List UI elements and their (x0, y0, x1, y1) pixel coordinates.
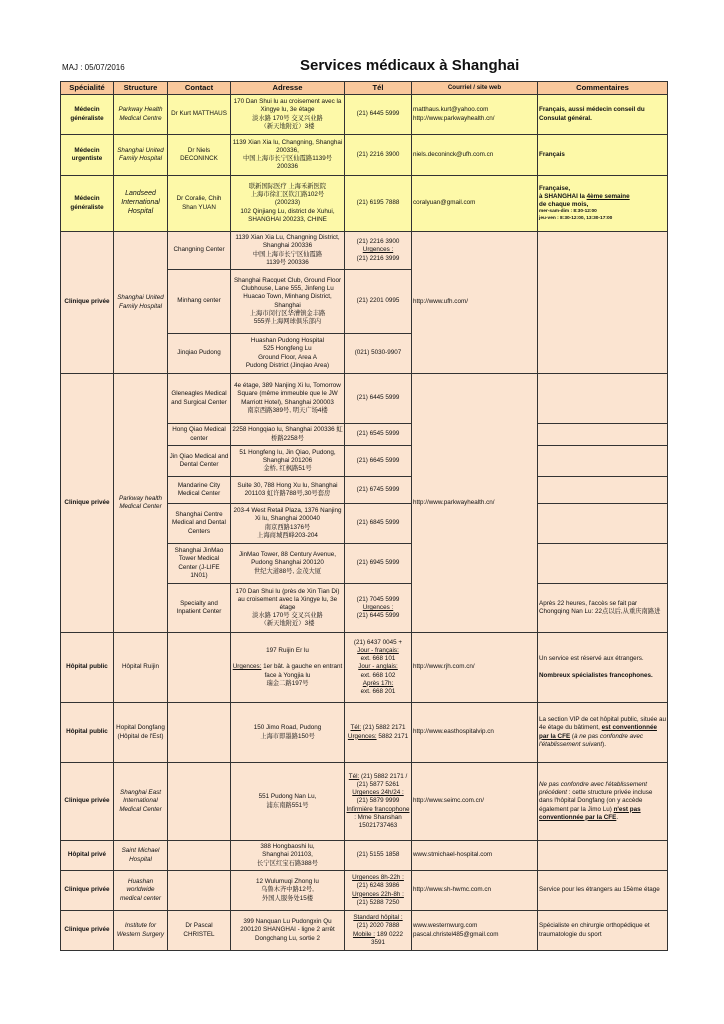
cell-commentaires (538, 176, 668, 232)
cell-structure: Huashan worldwide medical center (114, 871, 168, 911)
tel-line: (21) 6437 0045 + (353, 639, 403, 647)
cell-tel (345, 763, 412, 841)
cell-contact: Mandarine City Medical Center (168, 477, 231, 504)
website-link[interactable]: http://www.easthospitalvip.cn (412, 703, 538, 763)
tel-line: Urgences 8h-22h : (352, 874, 404, 882)
tel-line: (21) 6248 3986 (356, 882, 400, 890)
cell-structure: Shanghai East International Medical Center (114, 763, 168, 841)
cell-web[interactable] (412, 95, 538, 135)
cell-specialite: Médecin urgentiste (61, 135, 114, 176)
cell-contact: Dr Pascal CHRISTEL (168, 911, 231, 951)
cell-tel (345, 911, 412, 951)
cell-specialite: Clinique privée (61, 232, 114, 374)
comment-line: : cette structure privée incluse dans l'hôpital Dongfang (on y accède également par la Jimo Lu) (539, 789, 653, 813)
cell-adresse (231, 763, 345, 841)
cell-contact: Changning Center (168, 232, 231, 270)
cell-commentaires: Français (538, 135, 668, 176)
cell-structure: Hopital Dongfang (Hôpital de l'Est) (114, 703, 168, 763)
addr-line: Pudong District (Jinqiao Area) (245, 361, 330, 369)
tel-line: Mobile : (352, 930, 376, 938)
tel-line: (21) 5288 7250 (356, 898, 400, 906)
cell-adresse: Suite 30, 788 Hong Xu lu, Shanghai 201103 虹许路788号,30号套房 (231, 477, 345, 504)
addr-line: Shanghai Racquet Club, Ground Floor Clubhouse, Lane 555, Jinfeng Lu Huacao Town, Minhang District, Shanghai (233, 277, 342, 309)
table-row (61, 232, 668, 270)
tel-line: ext. 668 102 (360, 671, 396, 679)
table-row (61, 95, 668, 135)
website-link[interactable]: http://www.rjh.com.cn/ (412, 633, 538, 703)
cell-contact: Specialty and Inpatient Center (168, 584, 231, 633)
email-link[interactable]: coralyuan@gmail.com (412, 176, 538, 232)
email-link[interactable]: pascal.christel485@gmail.com (413, 930, 499, 938)
comment-line: Un service est réservé aux étrangers. (539, 655, 644, 663)
comment-line: à SHANGHAI la (539, 193, 585, 201)
addr-line: 中国上海市长宁区仙霞路 (252, 250, 323, 258)
tel-line: ext. 668 201 (360, 687, 396, 695)
cell-commentaires (538, 477, 668, 504)
addr-line: 102 Qinjiang Lu, district de Xuhui, SHANGHAI 200233, CHINE (240, 207, 335, 223)
tel-line: Jour - anglais: (358, 663, 398, 671)
cell-adresse (231, 232, 345, 270)
table-row (61, 633, 668, 703)
header-specialite: Spécialité (61, 82, 114, 95)
addr-line: 197 Ruijin Er lu (266, 647, 309, 655)
cell-tel: (21) 6445 5999 (345, 95, 412, 135)
cell-adresse (231, 504, 345, 544)
tel-line: (21) 5882 2171 (361, 724, 406, 732)
cell-adresse (231, 841, 345, 871)
tel-line: (21) 5879 9999 (356, 797, 400, 805)
cell-contact: Dr Niels DECONINCK (168, 135, 231, 176)
cell-adresse (231, 176, 345, 232)
schedule-line: mer-sam-dim : 8:30-12:00 (539, 209, 597, 215)
tel-line: 15021737463 (358, 821, 398, 829)
addr-line: 上海市徐汇区钦江路102号 (250, 191, 325, 199)
cell-adresse (231, 270, 345, 334)
comment-line: Française, (539, 185, 571, 193)
cell-specialite: Hôpital public (61, 633, 114, 703)
cell-contact: Shanghai JinMao Tower Medical Center (J-LIFE 1N01) (168, 544, 231, 584)
medical-services-table (60, 81, 668, 951)
cell-tel: (21) 6945 5999 (345, 544, 412, 584)
header-tel: Tél (345, 82, 412, 95)
addr-line: 金桥, 红枫路51号 (263, 465, 312, 473)
cell-tel: (21) 6745 5999 (345, 477, 412, 504)
cell-tel: (21) 6545 5999 (345, 424, 412, 446)
cell-tel: (21) 2216 3900 (345, 135, 412, 176)
cell-structure: Hôpital Ruijin (114, 633, 168, 703)
page-title: Services médicaux à Shanghai (300, 57, 520, 74)
tel-line: Urgences : (362, 246, 394, 254)
tel-line: (21) 6445 5999 (356, 612, 400, 620)
comment-line: ). (602, 740, 607, 748)
addr-line: 170 Dan Shui lu (près de Xin Tian Di) au croisement avec la Xingye lu, 3e étage (235, 587, 340, 611)
addr-line: 瑞金二路197号 (266, 679, 309, 687)
cell-commentaires (538, 504, 668, 544)
cell-contact: Minhang center (168, 270, 231, 334)
cell-structure: Shanghai United Family Hospital (114, 135, 168, 176)
cell-adresse (231, 446, 345, 477)
website-link[interactable]: http://www.parkwayhealth.cn/ (413, 114, 495, 122)
cell-specialite: Médecin généraliste (61, 95, 114, 135)
tel-line: (21) 2020 7888 (356, 922, 400, 930)
addr-line: 1139 Xian Xia Lu, Changning District, Shanghai 200336 (235, 234, 340, 250)
table-row (61, 871, 668, 911)
cell-commentaires (538, 424, 668, 446)
addr-line: 世纪大道88号, 金茂大厦 (253, 567, 322, 575)
cell-commentaires: Spécialiste en chirurgie orthopédique et traumatologie du sport (538, 911, 668, 951)
cell-specialite: Clinique privée (61, 763, 114, 841)
addr-line: 200336 (276, 163, 298, 171)
comment-line: . (616, 813, 619, 821)
addr-line: Shanghai 201103, (262, 851, 313, 859)
cell-contact: Gleneagles Medical and Surgical Center (168, 374, 231, 424)
cell-adresse (231, 544, 345, 584)
cell-structure: Shanghai United Family Hospital (114, 232, 168, 374)
addr-line: 4e étage, 389 Nanjing Xi lu, Tomorrow Square (même immeuble que le JW Marriott Hotel), Shanghai 200003 (234, 382, 341, 406)
header-structure: Structure (114, 82, 168, 95)
addr-line: 200120 SHANGHAI - ligne 2 arrêt Dongchang Lu, sortie 2 (240, 926, 335, 942)
tel-line: (21) 2216 3900 (356, 238, 400, 246)
website-link[interactable]: http://www.ufh.com/ (412, 232, 538, 374)
cell-adresse (231, 584, 345, 633)
cell-tel: (21) 6445 5999 (345, 374, 412, 424)
table-row (61, 703, 668, 763)
cell-commentaires: Français, aussi médecin conseil du Consulat général. (538, 95, 668, 135)
table-row (61, 135, 668, 176)
addr-line: 399 Nanquan Lu Pudongxin Qu (243, 918, 332, 926)
addr-line: 浦东南路551号 (266, 801, 309, 809)
comment-line: à ne pas confondre avec l'établissement suivant (539, 732, 643, 748)
cell-specialite: Clinique privée (61, 374, 114, 633)
addr-line: 551 Pudong Nan Lu, (258, 793, 317, 801)
addr-line: (200233) (274, 199, 301, 207)
cell-tel: (21) 6845 5999 (345, 504, 412, 544)
tel-line: Urgences : (362, 603, 394, 611)
addr-line: 上海商城西峰203-204 (257, 531, 318, 539)
cell-tel: (21) 6195 7888 (345, 176, 412, 232)
cell-adresse (231, 374, 345, 424)
addr-line: 170 Dan Shui lu au croisement avec la Xingye lu, 3e étage (233, 98, 342, 114)
addr-line: 联新国际医疗 上海禾新医院 (248, 183, 327, 191)
tel-line: Urgences 24h/24 : (352, 789, 404, 797)
tel-line: Après 17h: (362, 679, 394, 687)
cell-tel (345, 584, 412, 633)
cell-tel (345, 232, 412, 270)
comment-line: est conventionnée par la CFE (539, 724, 657, 740)
tel-line: Urgences 22h-8h : (352, 890, 404, 898)
cell-contact (168, 841, 231, 871)
cell-commentaires (538, 841, 668, 871)
header-adresse: Adresse (231, 82, 345, 95)
cell-adresse (231, 911, 345, 951)
cell-structure: Parkway health Medical Center (114, 374, 168, 633)
cell-commentaires (538, 703, 668, 763)
cell-contact: Dr Coralie, Chih Shan YUAN (168, 176, 231, 232)
comment-line: n'est pas conventionnée par la CFE (539, 805, 641, 821)
website-link[interactable]: http://www.sh-hwmc.com.cn (412, 871, 538, 911)
addr-line: 1139号 200336 (266, 258, 309, 266)
addr-line: Ground Floor, Area A (258, 353, 317, 361)
addr-line: 388 Hongbaoshi lu, (260, 843, 315, 851)
addr-line: 上海市即墨路150号 (260, 732, 315, 740)
cell-specialite: Hôpital privé (61, 841, 114, 871)
table-row (61, 911, 668, 951)
website-link[interactable]: www.westernwurg.com (413, 922, 478, 930)
table-row (61, 176, 668, 232)
tel-line: (21) 5877 5261 (356, 781, 400, 789)
cell-adresse (231, 871, 345, 911)
addr-line: 南京西路389号, 明天广场4楼 (247, 406, 328, 414)
tel-line: Standard hôpital : (353, 914, 403, 922)
addr-line: JinMao Tower, 88 Century Avenue, Pudong Shanghai 200120 (238, 551, 337, 567)
cell-adresse (231, 334, 345, 374)
header-commentaires: Commentaires (538, 82, 668, 95)
cell-commentaires: Service pour les étrangers au 15ème étage (538, 871, 668, 911)
cell-commentaires (538, 544, 668, 584)
cell-contact: Jin Qiao Medical and Dental Center (168, 446, 231, 477)
tel-line: Jour - français: (357, 647, 399, 655)
addr-line: 乌鲁木齐中路12号, (261, 886, 314, 894)
tel-line: (21) 5882 2171 / (359, 773, 408, 781)
comment-line: La section VIP de cet hôpital public, située au 4e étage du bâtiment, (539, 716, 666, 732)
tel-line: 189 0222 3591 (370, 930, 404, 946)
cell-adresse (231, 633, 345, 703)
cell-adresse (231, 703, 345, 763)
addr-line: （新天地附近）3楼 (260, 620, 315, 628)
addr-line: 51 Hongfeng lu, Jin Qiao, Pudong, Shanghai 201206 (239, 448, 336, 464)
addr-line: 上海市闵行区华漕镇金丰路 (249, 309, 326, 317)
addr-line: Huashan Pudong Hospital (250, 337, 325, 345)
addr-line: 203-4 West Retail Plaza, 1376 Nanjing Xi lu, Shanghai 200040 (233, 507, 342, 523)
cell-adresse (231, 135, 345, 176)
tel-line: (21) 2216 3999 (356, 254, 400, 262)
header-row (61, 82, 668, 95)
tel-line: Tél: (350, 724, 362, 732)
addr-line: 150 Jimo Road, Pudong (253, 724, 322, 732)
addr-line: 555弄上海网球俱乐部内 (253, 317, 322, 325)
cell-structure: Institute for Western Surgery (114, 911, 168, 951)
cell-structure: Parkway Health Medical Centre (114, 95, 168, 135)
comment-line: Nombreux spécialistes francophones. (539, 671, 653, 679)
cell-commentaires (538, 232, 668, 374)
addr-line: 12 Wulumuqi Zhong lu (256, 878, 319, 886)
addr-line: 525 Hongfeng Lu (263, 345, 312, 353)
tel-line: Tél: (348, 773, 360, 781)
cell-contact (168, 703, 231, 763)
addr-line: Urgences: (232, 663, 262, 671)
cell-contact: Dr Kurt MATTHAUS (168, 95, 231, 135)
cell-tel: (21) 2201 0995 (345, 270, 412, 334)
cell-specialite: Clinique privée (61, 911, 114, 951)
addr-line: 1er bât. à gauche en entrant face à Yongjia lu (261, 663, 343, 679)
tel-line: : Mme Shanshan (354, 813, 402, 821)
cell-structure: Landseed International Hospital (114, 176, 168, 232)
cell-commentaires (538, 633, 668, 703)
comment-line: ( (570, 732, 575, 740)
comment-line: 4ème semaine (586, 193, 630, 201)
cell-specialite: Médecin généraliste (61, 176, 114, 232)
website-link[interactable]: http://www.seimc.com.cn/ (412, 763, 538, 841)
cell-commentaires (538, 374, 668, 424)
header-courriel: Courriel / site web (412, 82, 538, 95)
tel-line: Urgences: (347, 732, 377, 740)
tel-line: 5882 2171 (376, 732, 409, 740)
cell-commentaires (538, 763, 668, 841)
cell-adresse (231, 95, 345, 135)
cell-commentaires (538, 446, 668, 477)
cell-contact: Hong Qiao Medical center (168, 424, 231, 446)
cell-commentaires: Après 22 heures, l'accès se fait par Chongqing Nan Lu: 22点以后,从重庆南路进 (538, 584, 668, 633)
cell-tel: (21) 6645 5999 (345, 446, 412, 477)
comment-line: Ne pas confondre avec l'établissement précédent (539, 781, 647, 797)
cell-tel (345, 871, 412, 911)
tel-line: ext. 668 101 (360, 655, 396, 663)
table-row (61, 374, 668, 424)
schedule-line: jeu-ven : 8:30-12:00, 13:30-17:00 (539, 215, 613, 221)
addr-line: 南京西路1376号 (264, 523, 311, 531)
website-link[interactable]: www.stmichael-hospital.com (412, 841, 538, 871)
addr-line: 中国上海市长宁区仙霞路1139号 (242, 155, 333, 162)
cell-specialite: Hôpital public (61, 703, 114, 763)
tel-line: (21) 7045 5999 (356, 595, 400, 603)
email-link[interactable]: matthaus.kurt@yahoo.com (413, 106, 489, 114)
addr-line: 淡水路 170号 交叉兴业路 (252, 612, 323, 620)
header-contact: Contact (168, 82, 231, 95)
comment-line: de chaque mois, (539, 201, 589, 209)
cell-contact (168, 633, 231, 703)
cell-structure: Saint Michael Hospital (114, 841, 168, 871)
cell-tel: (021) 5030-9907 (345, 334, 412, 374)
email-link[interactable]: niels.deconinck@ufh.com.cn (412, 135, 538, 176)
addr-line: 淡水路 170号 交叉兴业路 (252, 114, 323, 122)
cell-tel (345, 633, 412, 703)
cell-tel (345, 703, 412, 763)
cell-web[interactable] (412, 911, 538, 951)
addr-line: 外国人服务处15楼 (261, 894, 314, 902)
cell-specialite: Clinique privée (61, 871, 114, 911)
table-row (61, 763, 668, 841)
cell-contact (168, 871, 231, 911)
update-date: MAJ : 05/07/2016 (62, 63, 125, 72)
cell-contact (168, 763, 231, 841)
cell-adresse: 2258 Hongqiao lu, Shanghai 200336 虹桥路2258号 (231, 424, 345, 446)
addr-line: 1139 Xian Xia lu, Changning, Shanghai 200336, (232, 138, 343, 154)
addr-line: （新天地附近）3楼 (260, 122, 315, 130)
cell-contact: Jinqiao Pudong (168, 334, 231, 374)
website-link[interactable]: http://www.parkwayhealth.cn/ (412, 374, 538, 633)
cell-tel: (21) 5155 1858 (345, 841, 412, 871)
table-row (61, 841, 668, 871)
addr-line: 长宁区红宝石路388号 (257, 859, 318, 867)
tel-line: Infirmière francophone (346, 805, 410, 813)
cell-contact: Shanghai Centre Medical and Dental Centers (168, 504, 231, 544)
